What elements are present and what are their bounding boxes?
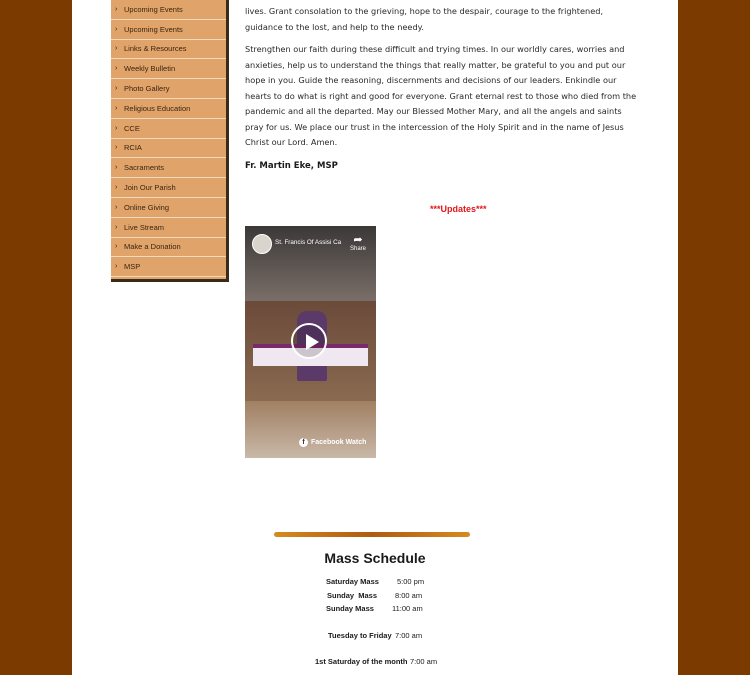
schedule-row [327,591,423,600]
schedule-label: Saturday Mass [326,577,379,586]
chevron-right-icon: › [115,184,118,192]
sidebar-item-live-stream[interactable] [111,218,226,238]
chevron-right-icon: › [115,203,118,211]
sidebar-item-label: Sacraments [124,163,165,173]
chevron-right-icon: › [115,5,118,13]
facebook-video-embed[interactable] [245,226,376,458]
channel-avatar[interactable] [252,234,272,254]
mass-schedule-title: Mass Schedule [324,550,426,566]
schedule-label: Sunday Mass [326,604,374,613]
prayer-paragraph: lives. Grant consolation to the grieving, hope to the despair, courage to the frightened, guidance to the lost, and help to the needy. [245,6,604,32]
play-button[interactable] [291,323,327,359]
sidebar-item-weekly-bulletin[interactable] [111,59,226,79]
sidebar-item-online-giving[interactable] [111,198,226,218]
schedule-label: Sunday Mass [327,591,378,600]
chevron-right-icon: › [115,144,118,152]
chevron-right-icon: › [115,45,118,53]
sidebar-item-cce[interactable] [111,119,226,139]
chevron-right-icon: › [115,25,118,33]
sidebar-item-label: RCIA [124,143,142,153]
sidebar-item-label: Online Giving [124,202,170,212]
chevron-right-icon: › [115,223,118,231]
sidebar-item-make-a-donation[interactable] [111,238,226,258]
sidebar-item-label: Join Our Parish [124,183,176,193]
chevron-right-icon: › [115,85,118,93]
sidebar-item-links-resources[interactable] [111,40,226,60]
chevron-right-icon: › [115,124,118,132]
sidebar-item-religious-education[interactable] [111,99,226,119]
facebook-icon: f [299,438,308,447]
sidebar-item-label: Photo Gallery [124,84,170,94]
sidebar-item-upcoming-events[interactable] [111,0,226,20]
sidebar-item-msp[interactable] [111,257,226,277]
sidebar-item-label: Make a Donation [124,242,181,252]
sidebar-item-label: Religious Education [124,103,191,113]
share-label: Share [349,246,366,252]
schedule-time: 11:00 am [392,604,423,613]
schedule-row [328,631,423,640]
chevron-right-icon: › [115,65,118,73]
sidebar-item-label: Links & Resources [124,44,187,54]
schedule-label: Tuesday to Friday [328,631,392,640]
schedule-time: 7:00 am [410,657,438,666]
sidebar-nav [111,0,229,282]
sidebar-item-rcia[interactable] [111,139,226,159]
sidebar-item-label: CCE [124,123,140,133]
sidebar-item-label: MSP [124,262,141,272]
chevron-right-icon: › [115,104,118,112]
prayer-signature: Fr. Martin Eke, MSP [245,161,338,171]
schedule-time: 8:00 am [395,591,423,600]
facebook-watch-label: Facebook Watch [311,439,367,446]
video-background [245,401,376,458]
sidebar-item-label: Live Stream [124,222,165,232]
sidebar-item-label: Upcoming Events [124,4,183,14]
video-channel-name[interactable]: St. Francis Of Assisi Ca [275,239,342,246]
schedule-row [326,577,425,586]
chevron-right-icon: › [115,263,118,271]
sidebar-item-join-our-parish[interactable] [111,178,226,198]
facebook-watch-link[interactable] [299,438,366,447]
schedule-label: 1st Saturday of the month [315,657,408,666]
share-icon: ➦ [353,234,363,246]
sidebar-item-upcoming-events-2[interactable] [111,20,226,40]
schedule-row [315,657,438,666]
schedule-time: 5:00 pm [397,577,425,586]
chevron-right-icon: › [115,164,118,172]
chevron-right-icon: › [115,243,118,251]
sidebar-item-label: Weekly Bulletin [124,64,176,74]
updates-heading: ***Updates*** [430,204,487,214]
sidebar-item-photo-gallery[interactable] [111,79,226,99]
section-divider [274,532,470,537]
sidebar-item-label: Upcoming Events [124,24,183,34]
schedule-row [326,604,423,613]
schedule-time: 7:00 am [395,631,423,640]
prayer-paragraph: Strengthen our faith during these difficult and trying times. In our worldly cares, worries and anxieties, help us to understand the things that really matter, be grateful to you and put our hope in you. Guide the reasoning, discernments and decisions of our leaders. Enkindle our hearts to do what is right and good for everyone. Grant eternal rest to those who died from the pandemic and all the departed. May our Blessed Mother Mary, and all the angels and saints pray for us. We place our trust in the intercession of the Holy Spirit and in the name of Jesus Christ our Lord. Amen. [245,44,637,147]
sidebar-item-sacraments[interactable] [111,158,226,178]
share-button[interactable] [346,234,370,252]
